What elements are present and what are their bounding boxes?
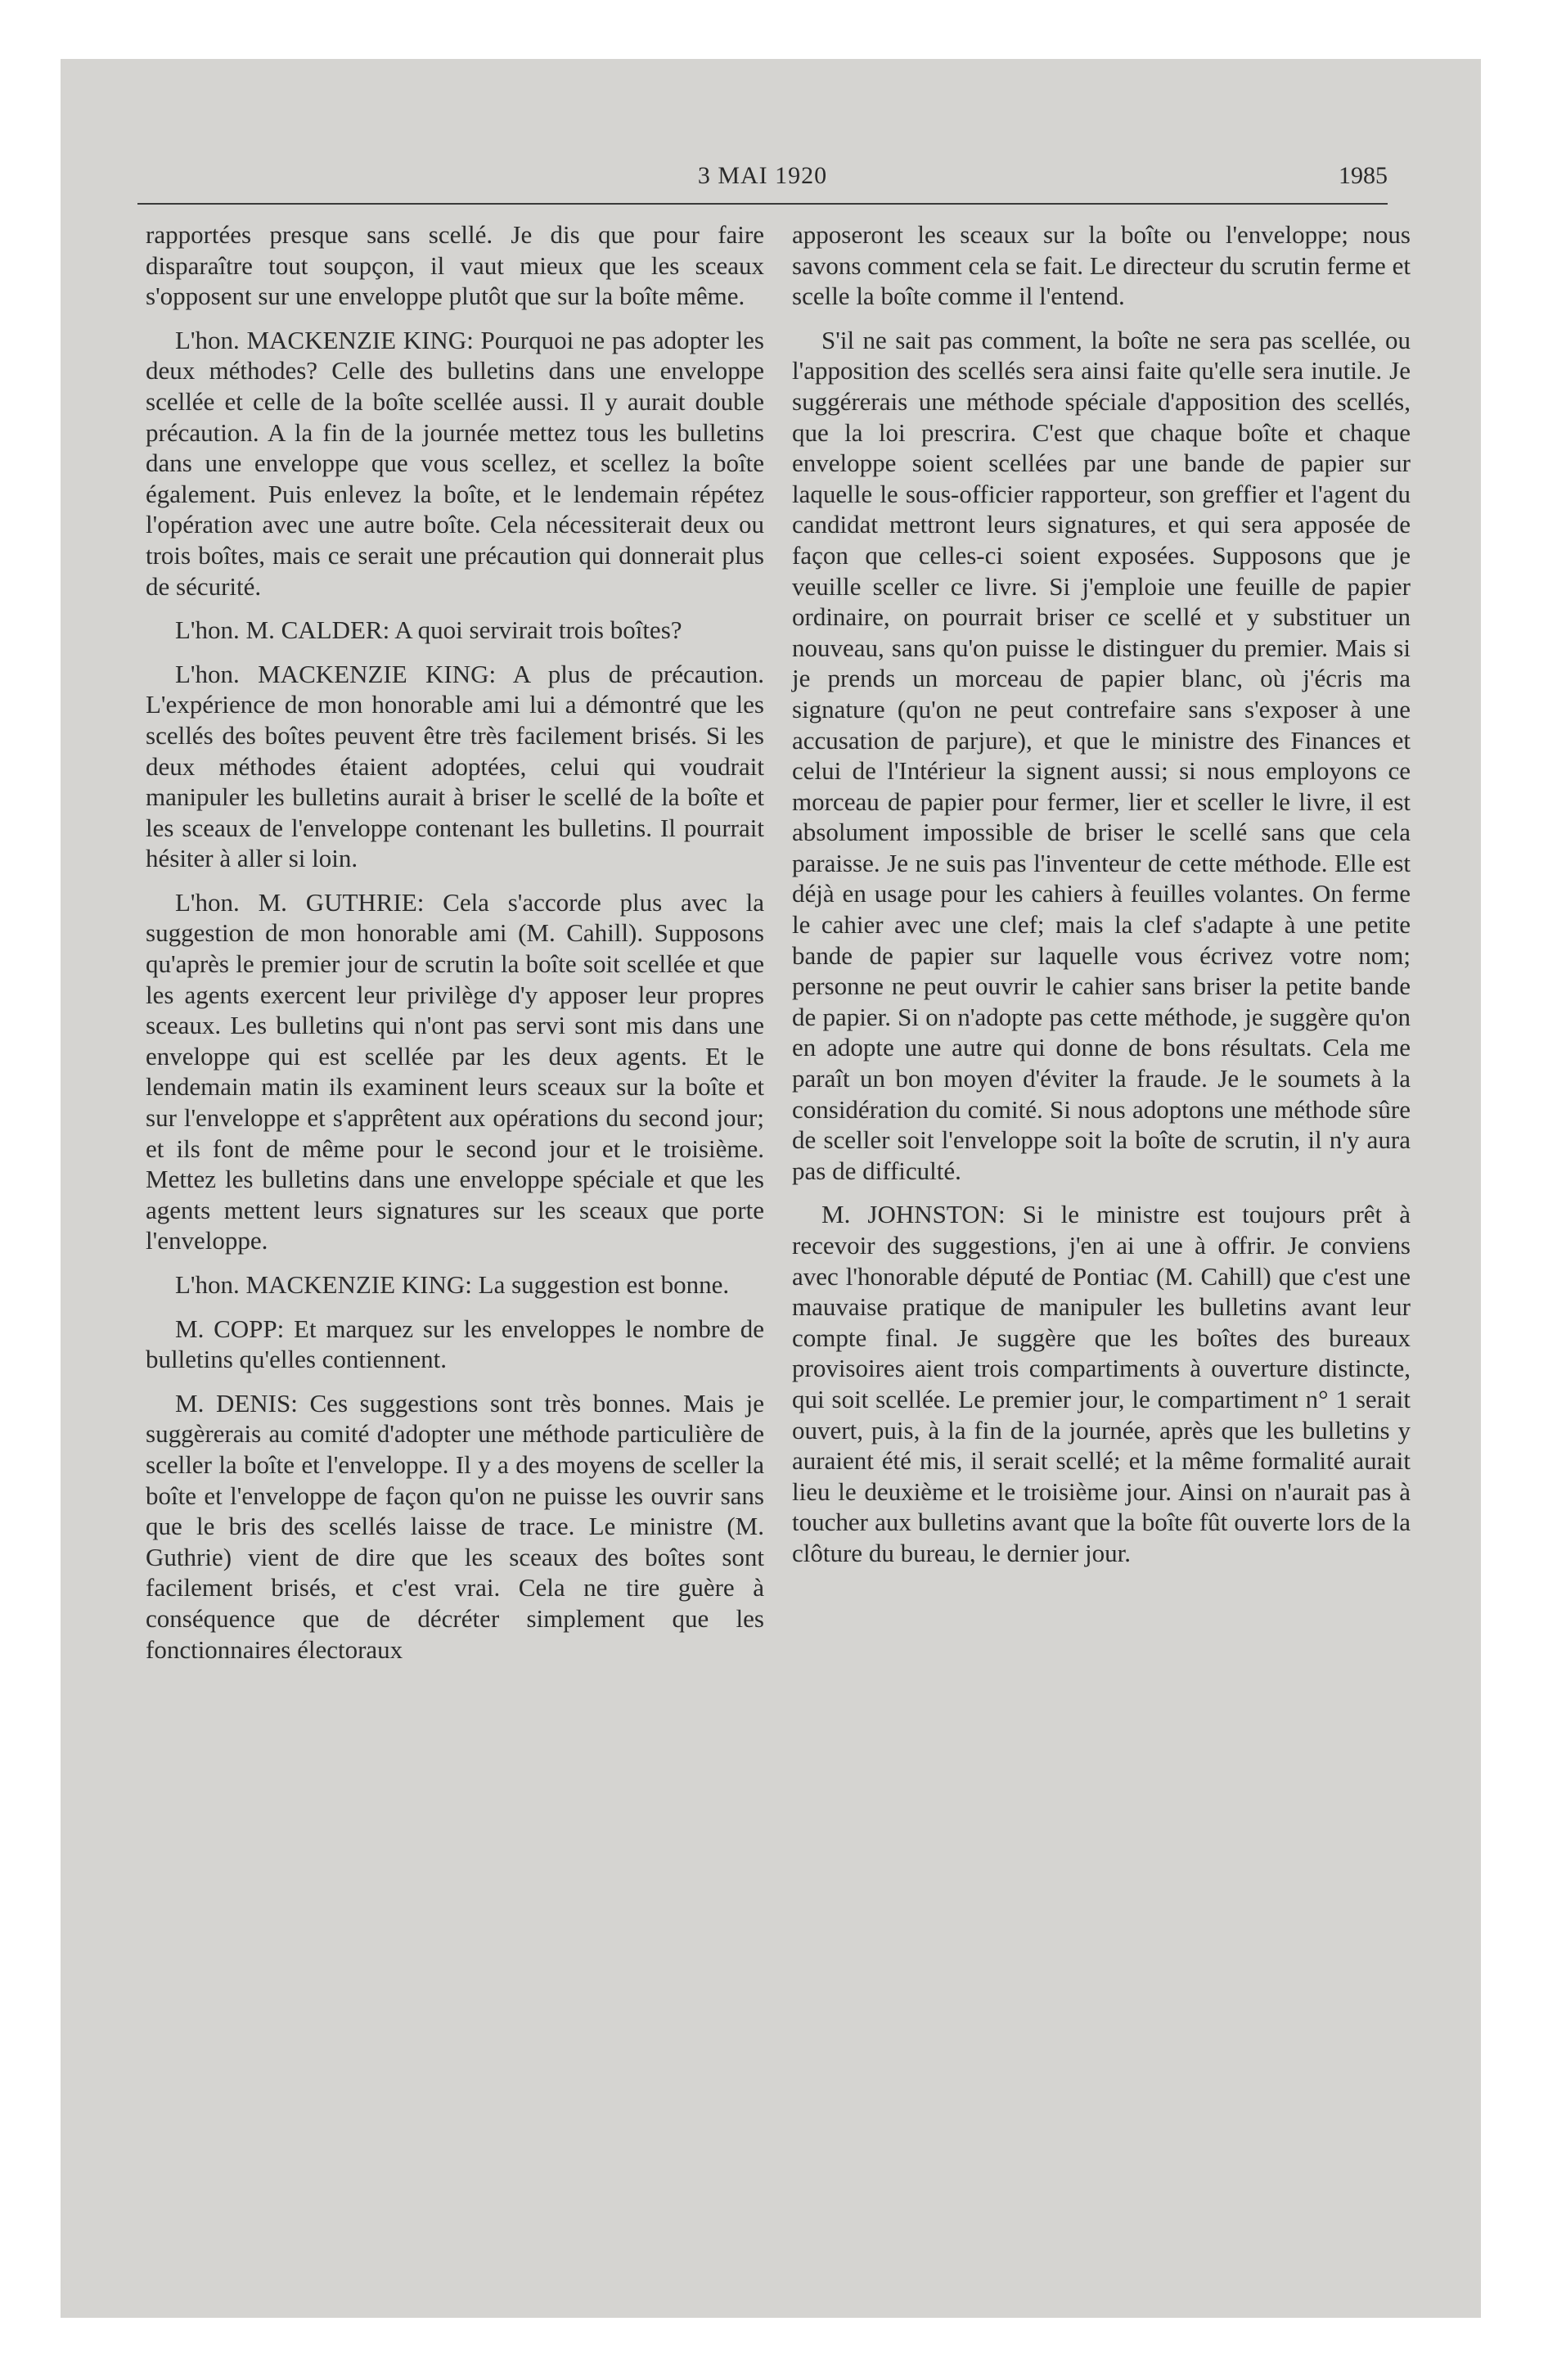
left-column [146,219,764,1678]
paragraph: M. JOHNSTON: Si le ministre est toujours prêt à recevoir des suggestions, j'en ai une à offrir. Je conviens avec l'honorable député de Pontiac (M. Cahill) que c'est une mauvaise pratique de manipuler les bulletins avant leur compte final. Je suggère que les boîtes des bureaux provisoires aient trois compartiments à ouverture distincte, qui soit scellée. Le premier jour, le compartiment n° 1 serait ouvert, puis, à la fin de la journée, après que les bulletins y auraient été mis, il serait scellé; et la même formalité aurait lieu le deuxième et le troisième jour. Ainsi on n'aurait pas à toucher aux bulletins avant que la boîte fût ouverte lors de la clôture du bureau, le dernier jour. [792,1200,1411,1567]
paragraph: L'hon. M. CALDER: A quoi servirait trois boîtes? [175,615,682,645]
page-header [137,151,1388,196]
scanned-page [61,59,1481,2318]
paragraph: M. COPP: Et marquez sur les enveloppes le nombre de bulletins qu'elles contiennent. [146,1314,764,1374]
page-number: 1985 [1339,162,1388,189]
paragraph: L'hon. MACKENZIE KING: La suggestion est bonne. [175,1270,730,1299]
right-column [792,219,1411,1582]
paragraph: rapportées presque sans scellé. Je dis que pour faire disparaître tout soupçon, il vaut mieux que les sceaux s'opposent sur une enveloppe plutôt que sur la boîte même. [146,220,764,311]
paragraph: apposeront les sceaux sur la boîte ou l'enveloppe; nous savons comment cela se fait. Le directeur du scrutin ferme et scelle la boîte comme il l'entend. [792,220,1411,311]
header-rule [137,203,1388,205]
paragraph: L'hon. M. GUTHRIE: Cela s'accorde plus avec la suggestion de mon honorable ami (M. Cahill). Supposons qu'après le premier jour de scrutin la boîte soit scellée et que les agents exercent leur privilège d'y apposer leur propres sceaux. Les bulletins qui n'ont pas servi sont mis dans une enveloppe qui est scellée par les deux agents. Et le lendemain matin ils examinent leurs sceaux sur la boîte et sur l'enveloppe et s'apprêtent aux opérations du second jour; et ils font de même pour le second jour et le troisième. Mettez les bulletins dans une enveloppe spéciale et que les agents mettent leurs signatures sur les sceaux que porte l'enveloppe. [146,887,764,1255]
paragraph: L'hon. MACKENZIE KING: A plus de précaution. L'expérience de mon honorable ami lui a démontré que les scellés des boîtes peuvent être très facilement brisés. Si les deux méthodes étaient adoptées, celui qui voudrait manipuler les bulletins aurait à briser le scellé de la boîte et les sceaux de l'enveloppe contenant les bulletins. Il pourrait hésiter à aller si loin. [146,659,764,873]
paragraph: M. DENIS: Ces suggestions sont très bonnes. Mais je suggèrerais au comité d'adopter une méthode particulière de sceller la boîte et l'enveloppe. Il y a des moyens de sceller la boîte et l'enveloppe de façon qu'on ne puisse les ouvrir sans que le bris des scellés laisse de trace. Le ministre (M. Guthrie) vient de dire que les sceaux des boîtes sont facilement brisés, et c'est vrai. Cela ne tire guère à conséquence que de décréter simplement que les fonctionnaires électoraux [146,1388,764,1664]
paragraph: L'hon. MACKENZIE KING: Pourquoi ne pas adopter les deux méthodes? Celle des bulletins dans une enveloppe scellée et celle de la boîte scellée aussi. Il y aurait double précaution. A la fin de la journée mettez tous les bulletins dans une enveloppe que vous scellez, et scellez la boîte également. Puis enlevez la boîte, et le lendemain répétez l'opération avec une autre boîte. Cela nécessiterait deux ou trois boîtes, mais ce serait une précaution qui donnerait plus de sécurité. [146,325,764,601]
paragraph: S'il ne sait pas comment, la boîte ne sera pas scellée, ou l'apposition des scellés sera ainsi faite qu'elle sera inutile. Je suggérerais une méthode spéciale d'apposition des scellés, que la loi prescrira. C'est que chaque boîte et chaque enveloppe soient scellées par une bande de papier sur laquelle le sous-officier rapporteur, son greffier et l'agent du candidat mettront leurs signatures, et qui sera apposée de façon que celles-ci soient exposées. Supposons que je veuille sceller ce livre. Si j'emploie une feuille de papier ordinaire, on pourrait briser ce scellé et y substituer un nouveau, sans qu'on puisse le distinguer du premier. Mais si je prends un morceau de papier blanc, où j'écris ma signature (qu'on ne peut contrefaire sans s'exposer à une accusation de parjure), et que le ministre des Finances et celui de l'Intérieur la signent aussi; si nous employons ce morceau de papier pour fermer, lier et sceller le livre, il est absolument impossible de briser le scellé sans que cela paraisse. Je ne suis pas l'inventeur de cette méthode. Elle est déjà en usage pour les cahiers à feuilles volantes. On ferme le cahier avec une clef; mais la clef s'adapte à une petite bande de papier sur laquelle vous écrivez votre nom; personne ne peut ouvrir le cahier sans briser la petite bande de papier. Si on n'adopte pas cette méthode, je suggère qu'on en adopte une autre qui donne de bons résultats. Cela me paraît un bon moyen d'éviter la fraude. Je le soumets à la considération du comité. Si nous adoptons une méthode sûre de sceller soit l'enveloppe soit la boîte de scrutin, il n'y aura pas de difficulté. [792,325,1411,1185]
header-date: 3 MAI 1920 [697,162,828,189]
